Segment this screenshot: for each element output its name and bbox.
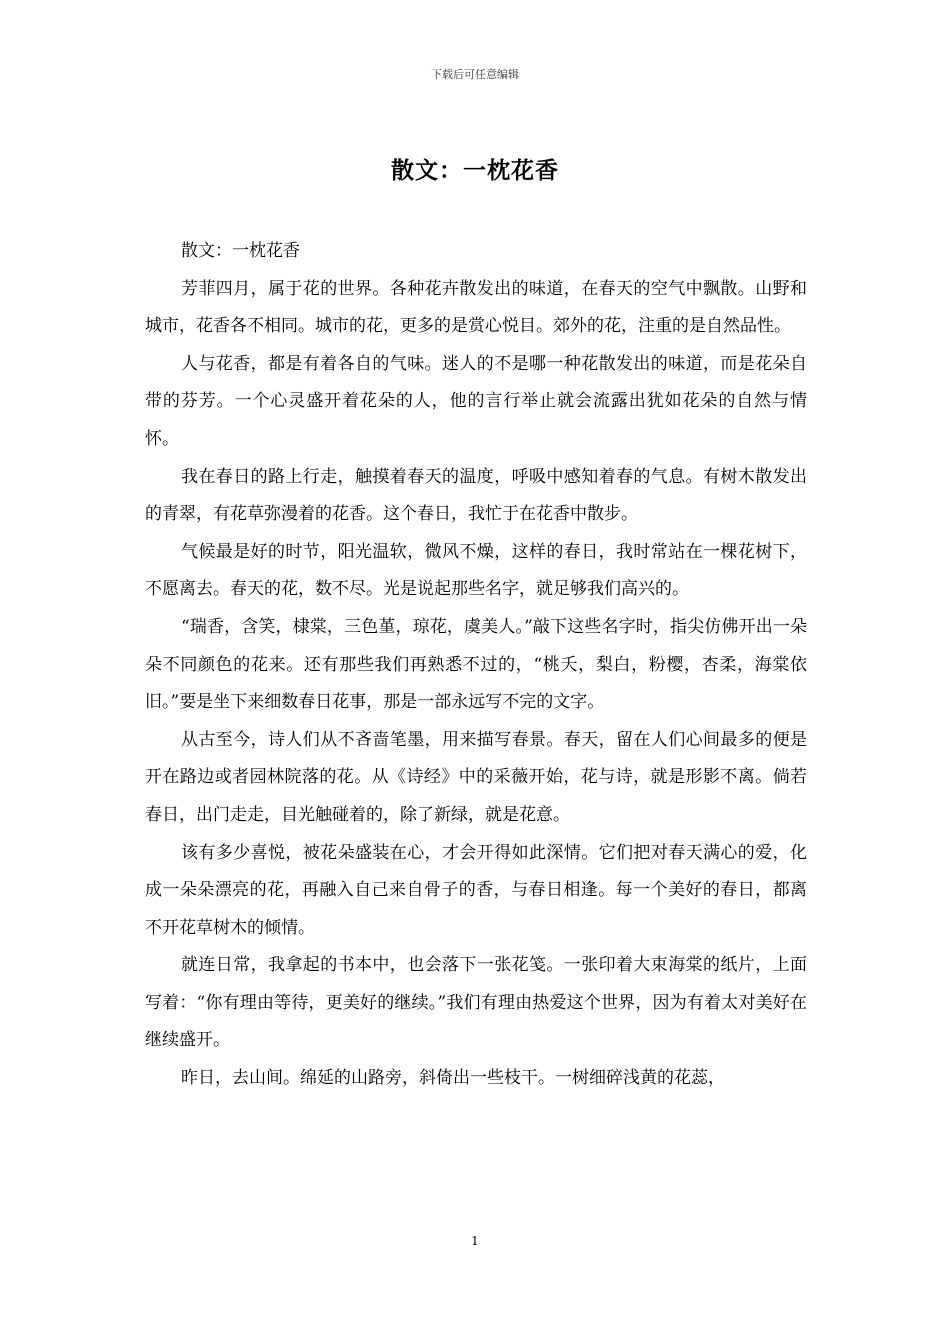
paragraph: 人与花香，都是有着各自的气味。迷人的不是哪一种花散发出的味道，而是花朵自带的芬芳。一个心灵盛开着花朵的人，他的言行举止就会流露出犹如花朵的自然与情怀。 (145, 353, 807, 449)
paragraph: 从古至今，诗人们从不吝啬笔墨，用来描写春景。春天，留在人们心间最多的便是开在路边或者园林院落的花。从《诗经》中的采薇开始，花与诗，就是形影不离。倘若春日，出门走走，目光触碰着的，除了新绿，就是花意。 (145, 729, 807, 825)
paragraph: “瑞香，含笑，棣棠，三色堇，琼花，虞美人。”敲下这些名字时，指尖仿佛开出一朵朵不同颜色的花来。还有那些我们再熟悉不过的，“桃夭，梨白，粉樱，杏柔，海棠依旧。”要是坐下来细数春日花事，那是一部永远写不完的文字。 (145, 616, 807, 713)
page-number: 1 (471, 1234, 479, 1248)
paragraph: 就连日常，我拿起的书本中，也会落下一张花笺。一张印着大束海棠的纸片，上面写着：“你有理由等待，更美好的继续。”我们有理由热爱这个世界，因为有着太对美好在继续盛开。 (145, 955, 807, 1051)
document-title: 散文：一枕花香 (391, 157, 559, 184)
paragraph: 昨日，去山间。绵延的山路旁，斜倚出一些枝干。一树细碎浅黄的花蕊， (181, 1068, 725, 1089)
paragraph: 我在春日的路上行走，触摸着春天的温度，呼吸中感知着春的气息。有树木散发出的青翠，有花草弥漫着的花香。这个春日，我忙于在花香中散步。 (145, 466, 807, 525)
paragraph: 该有多少喜悦，被花朵盛装在心，才会开得如此深情。它们把对春天满心的爱，化成一朵朵漂亮的花，再融入自己来自骨子的香，与春日相逢。每一个美好的春日，都离不开花草树木的倾情。 (145, 842, 807, 938)
paragraph: 芳菲四月，属于花的世界。各种花卉散发出的味道，在春天的空气中飘散。山野和城市，花香各不相同。城市的花，更多的是赏心悦目。郊外的花，注重的是自然品性。 (145, 278, 807, 337)
paragraph: 散文：一枕花香 (181, 241, 300, 261)
paragraph: 气候最是好的时节，阳光温软，微风不燥，这样的春日，我时常站在一棵花树下，不愿离去。春天的花，数不尽。光是说起那些名字，就足够我们高兴的。 (145, 541, 807, 600)
page-header: 下载后可任意编辑 (431, 68, 519, 81)
document-body (145, 233, 807, 1098)
